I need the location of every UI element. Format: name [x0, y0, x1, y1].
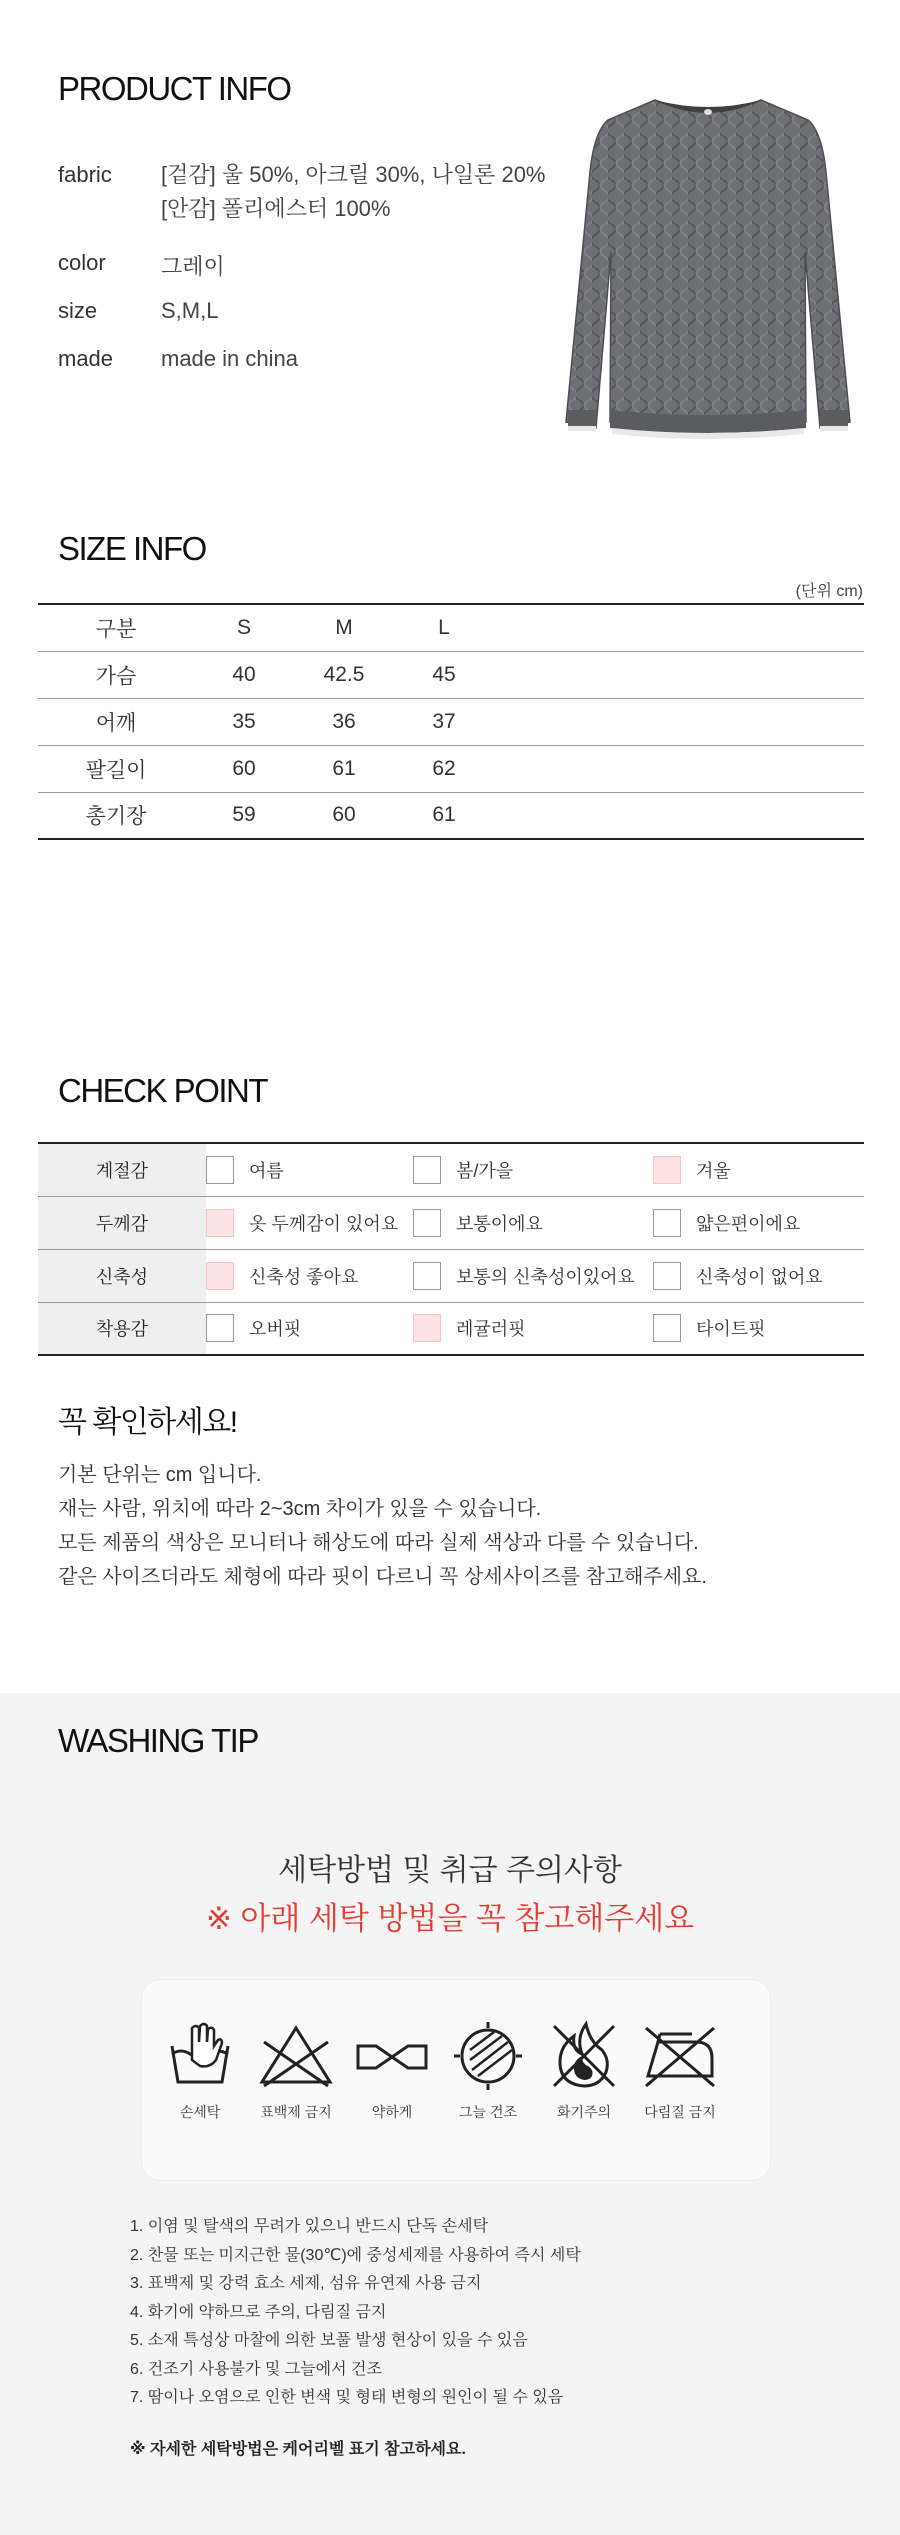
- unchecked-box: [653, 1209, 681, 1237]
- unchecked-box: [206, 1314, 234, 1342]
- size-header-m: M: [294, 604, 394, 651]
- check-point-row: [38, 1196, 864, 1249]
- check-point-row: [38, 1302, 864, 1355]
- list-item: 3. 표백제 및 강력 효소 세제, 섬유 유연제 사용 금지: [130, 2275, 482, 2292]
- check-option-label: 보통의 신축성이있어요: [456, 1266, 635, 1287]
- size-cell: 35: [194, 698, 294, 745]
- check-option: [653, 1196, 864, 1249]
- list-item: 5. 소재 특성상 마찰에 의한 보풀 발생 현상이 있을 수 있음: [130, 2332, 528, 2349]
- color-value: 그레이: [161, 254, 225, 279]
- fabric-value: [161, 158, 546, 226]
- size-table-header: [38, 604, 864, 651]
- check-point-label: 두께감: [38, 1196, 206, 1249]
- check-option: [206, 1143, 413, 1196]
- list-item: 1. 이염 및 탈색의 무려가 있으니 반드시 단독 손세탁: [130, 2218, 489, 2235]
- hand-wash-icon: [164, 2020, 236, 2090]
- fabric-inner: [안감] 폴리에스터 100%: [161, 196, 391, 221]
- care-label: 다림질 금지: [644, 2104, 716, 2120]
- size-header-label: 구분: [38, 604, 194, 651]
- check-option: [206, 1302, 413, 1355]
- check-option: [653, 1302, 864, 1355]
- care-item: [150, 2020, 250, 2122]
- unchecked-box: [413, 1262, 441, 1290]
- check-option-label: 얇은편이에요: [696, 1213, 801, 1234]
- no-bleach-icon: [256, 2020, 336, 2090]
- checked-box: [206, 1262, 234, 1290]
- size-cell: 40: [194, 651, 294, 698]
- must-check-line: 재는 사람, 위치에 따라 2~3cm 차이가 있을 수 있습니다.: [58, 1498, 542, 1520]
- check-point-table: [38, 1142, 864, 1356]
- table-row: [38, 698, 864, 745]
- check-point-label: 신축성: [38, 1249, 206, 1302]
- size-header-l: L: [394, 604, 494, 651]
- unchecked-box: [653, 1262, 681, 1290]
- color-key: color: [58, 250, 106, 275]
- product-image: [560, 92, 856, 448]
- no-iron-icon: [640, 2020, 720, 2090]
- shade-dry-icon: [448, 2020, 528, 2090]
- size-cell: 45: [394, 651, 494, 698]
- check-point-row: [38, 1143, 864, 1196]
- size-cell: 60: [194, 745, 294, 792]
- flammable-icon: [544, 2020, 624, 2090]
- must-check-title: 꼭 확인하세요!: [58, 1406, 237, 1439]
- size-cell: 59: [194, 792, 294, 839]
- made-row: [58, 346, 298, 372]
- care-label: 그늘 건조: [459, 2104, 517, 2120]
- color-row: [58, 250, 225, 281]
- check-option: [206, 1249, 413, 1302]
- unchecked-box: [413, 1156, 441, 1184]
- care-item: [342, 2020, 442, 2122]
- check-option: [413, 1143, 653, 1196]
- list-item: 7. 땀이나 오염으로 인한 변색 및 형태 변형의 원인이 될 수 있음: [130, 2389, 564, 2406]
- size-row-label: 가슴: [38, 651, 194, 698]
- list-item: 4. 화기에 약하므로 주의, 다림질 금지: [130, 2303, 387, 2321]
- checked-box: [206, 1209, 234, 1237]
- check-option: [653, 1143, 864, 1196]
- size-key: size: [58, 298, 98, 323]
- size-info-title: SIZE INFO: [58, 530, 206, 567]
- care-item: [630, 2020, 730, 2122]
- check-point-row: [38, 1249, 864, 1302]
- check-option-label: 여름: [249, 1160, 284, 1181]
- size-spacer: [494, 745, 864, 792]
- table-row: [38, 651, 864, 698]
- unchecked-box: [413, 1209, 441, 1237]
- unchecked-box: [206, 1156, 234, 1184]
- size-spacer: [494, 792, 864, 839]
- list-item: 6. 건조기 사용불가 및 그늘에서 건조: [130, 2360, 382, 2378]
- care-item: [438, 2020, 538, 2122]
- size-cell: 42.5: [294, 651, 394, 698]
- fabric-key: fabric: [58, 162, 112, 187]
- check-option: [206, 1196, 413, 1249]
- check-option-label: 신축성 좋아요: [249, 1266, 359, 1287]
- checked-box: [653, 1156, 681, 1184]
- check-option: [413, 1249, 653, 1302]
- check-option-label: 봄/가을: [456, 1160, 514, 1181]
- size-cell: 36: [294, 698, 394, 745]
- fabric-row: [58, 158, 546, 226]
- care-label: 화기주의: [556, 2104, 612, 2120]
- size-row: [58, 298, 218, 324]
- washing-tip-title: WASHING TIP: [58, 1722, 258, 1759]
- check-point-label: 계절감: [38, 1143, 206, 1196]
- size-row-label: 총기장: [38, 792, 194, 839]
- size-value: S,M,L: [161, 298, 219, 323]
- check-point-label: 착용감: [38, 1302, 206, 1355]
- size-table: [38, 603, 864, 840]
- table-row: [38, 792, 864, 839]
- care-icons-card: [142, 1980, 770, 2180]
- must-check-line: 모든 제품의 색상은 모니터나 해상도에 따라 실제 색상과 다를 수 있습니다.: [58, 1532, 699, 1554]
- size-spacer: [494, 651, 864, 698]
- size-row-label: 어깨: [38, 698, 194, 745]
- check-option: [413, 1196, 653, 1249]
- care-label: 손세탁: [179, 2104, 221, 2120]
- size-header-s: S: [194, 604, 294, 651]
- washing-warning: ※ 아래 세탁 방법을 꼭 참고해주세요: [205, 1901, 695, 1936]
- must-check-line: 기본 단위는 cm 입니다.: [58, 1464, 262, 1486]
- size-cell: 37: [394, 698, 494, 745]
- care-label: 약하게: [371, 2104, 413, 2120]
- size-row-label: 팔길이: [38, 745, 194, 792]
- size-spacer: [494, 698, 864, 745]
- size-cell: 61: [394, 792, 494, 839]
- washing-instructions: [130, 2213, 581, 2413]
- checked-box: [413, 1314, 441, 1342]
- check-option-label: 타이트핏: [696, 1319, 766, 1340]
- check-option-label: 보통이에요: [456, 1213, 543, 1234]
- size-cell: 62: [394, 745, 494, 792]
- check-option: [413, 1302, 653, 1355]
- check-option-label: 오버핏: [249, 1319, 302, 1340]
- fabric-outer: [겉감] 울 50%, 아크릴 30%, 나일론 20%: [161, 162, 546, 187]
- care-label: 표백제 금지: [260, 2104, 332, 2120]
- check-option-label: 옷 두께감이 있어요: [249, 1213, 399, 1234]
- check-point-title: CHECK POINT: [58, 1072, 268, 1109]
- list-item: 2. 찬물 또는 미지근한 물(30℃)에 중성세제를 사용하여 즉시 세탁: [130, 2246, 581, 2264]
- size-unit: (단위 cm): [795, 583, 863, 600]
- check-option-label: 겨울: [696, 1160, 731, 1181]
- product-info-title: PRODUCT INFO: [58, 70, 291, 107]
- must-check-line: 같은 사이즈더라도 체형에 따라 핏이 다르니 꼭 상세사이즈를 참고해주세요.: [58, 1566, 707, 1588]
- size-header-spacer: [494, 604, 864, 651]
- check-option-label: 레귤러핏: [456, 1319, 526, 1340]
- washing-subtitle: 세탁방법 및 취급 주의사항: [278, 1854, 622, 1887]
- size-cell: 60: [294, 792, 394, 839]
- table-row: [38, 745, 864, 792]
- unchecked-box: [653, 1314, 681, 1342]
- care-item: [534, 2020, 634, 2122]
- check-option: [653, 1249, 864, 1302]
- made-value: made in china: [161, 346, 298, 371]
- care-label-note: ※ 자세한 세탁방법은 케어리벨 표기 참고하세요.: [130, 2441, 466, 2458]
- check-option-label: 신축성이 없어요: [696, 1266, 823, 1287]
- made-key: made: [58, 346, 114, 371]
- care-item: [246, 2020, 346, 2122]
- gentle-wash-icon: [352, 2020, 432, 2090]
- must-check-list: [58, 1458, 707, 1594]
- size-cell: 61: [294, 745, 394, 792]
